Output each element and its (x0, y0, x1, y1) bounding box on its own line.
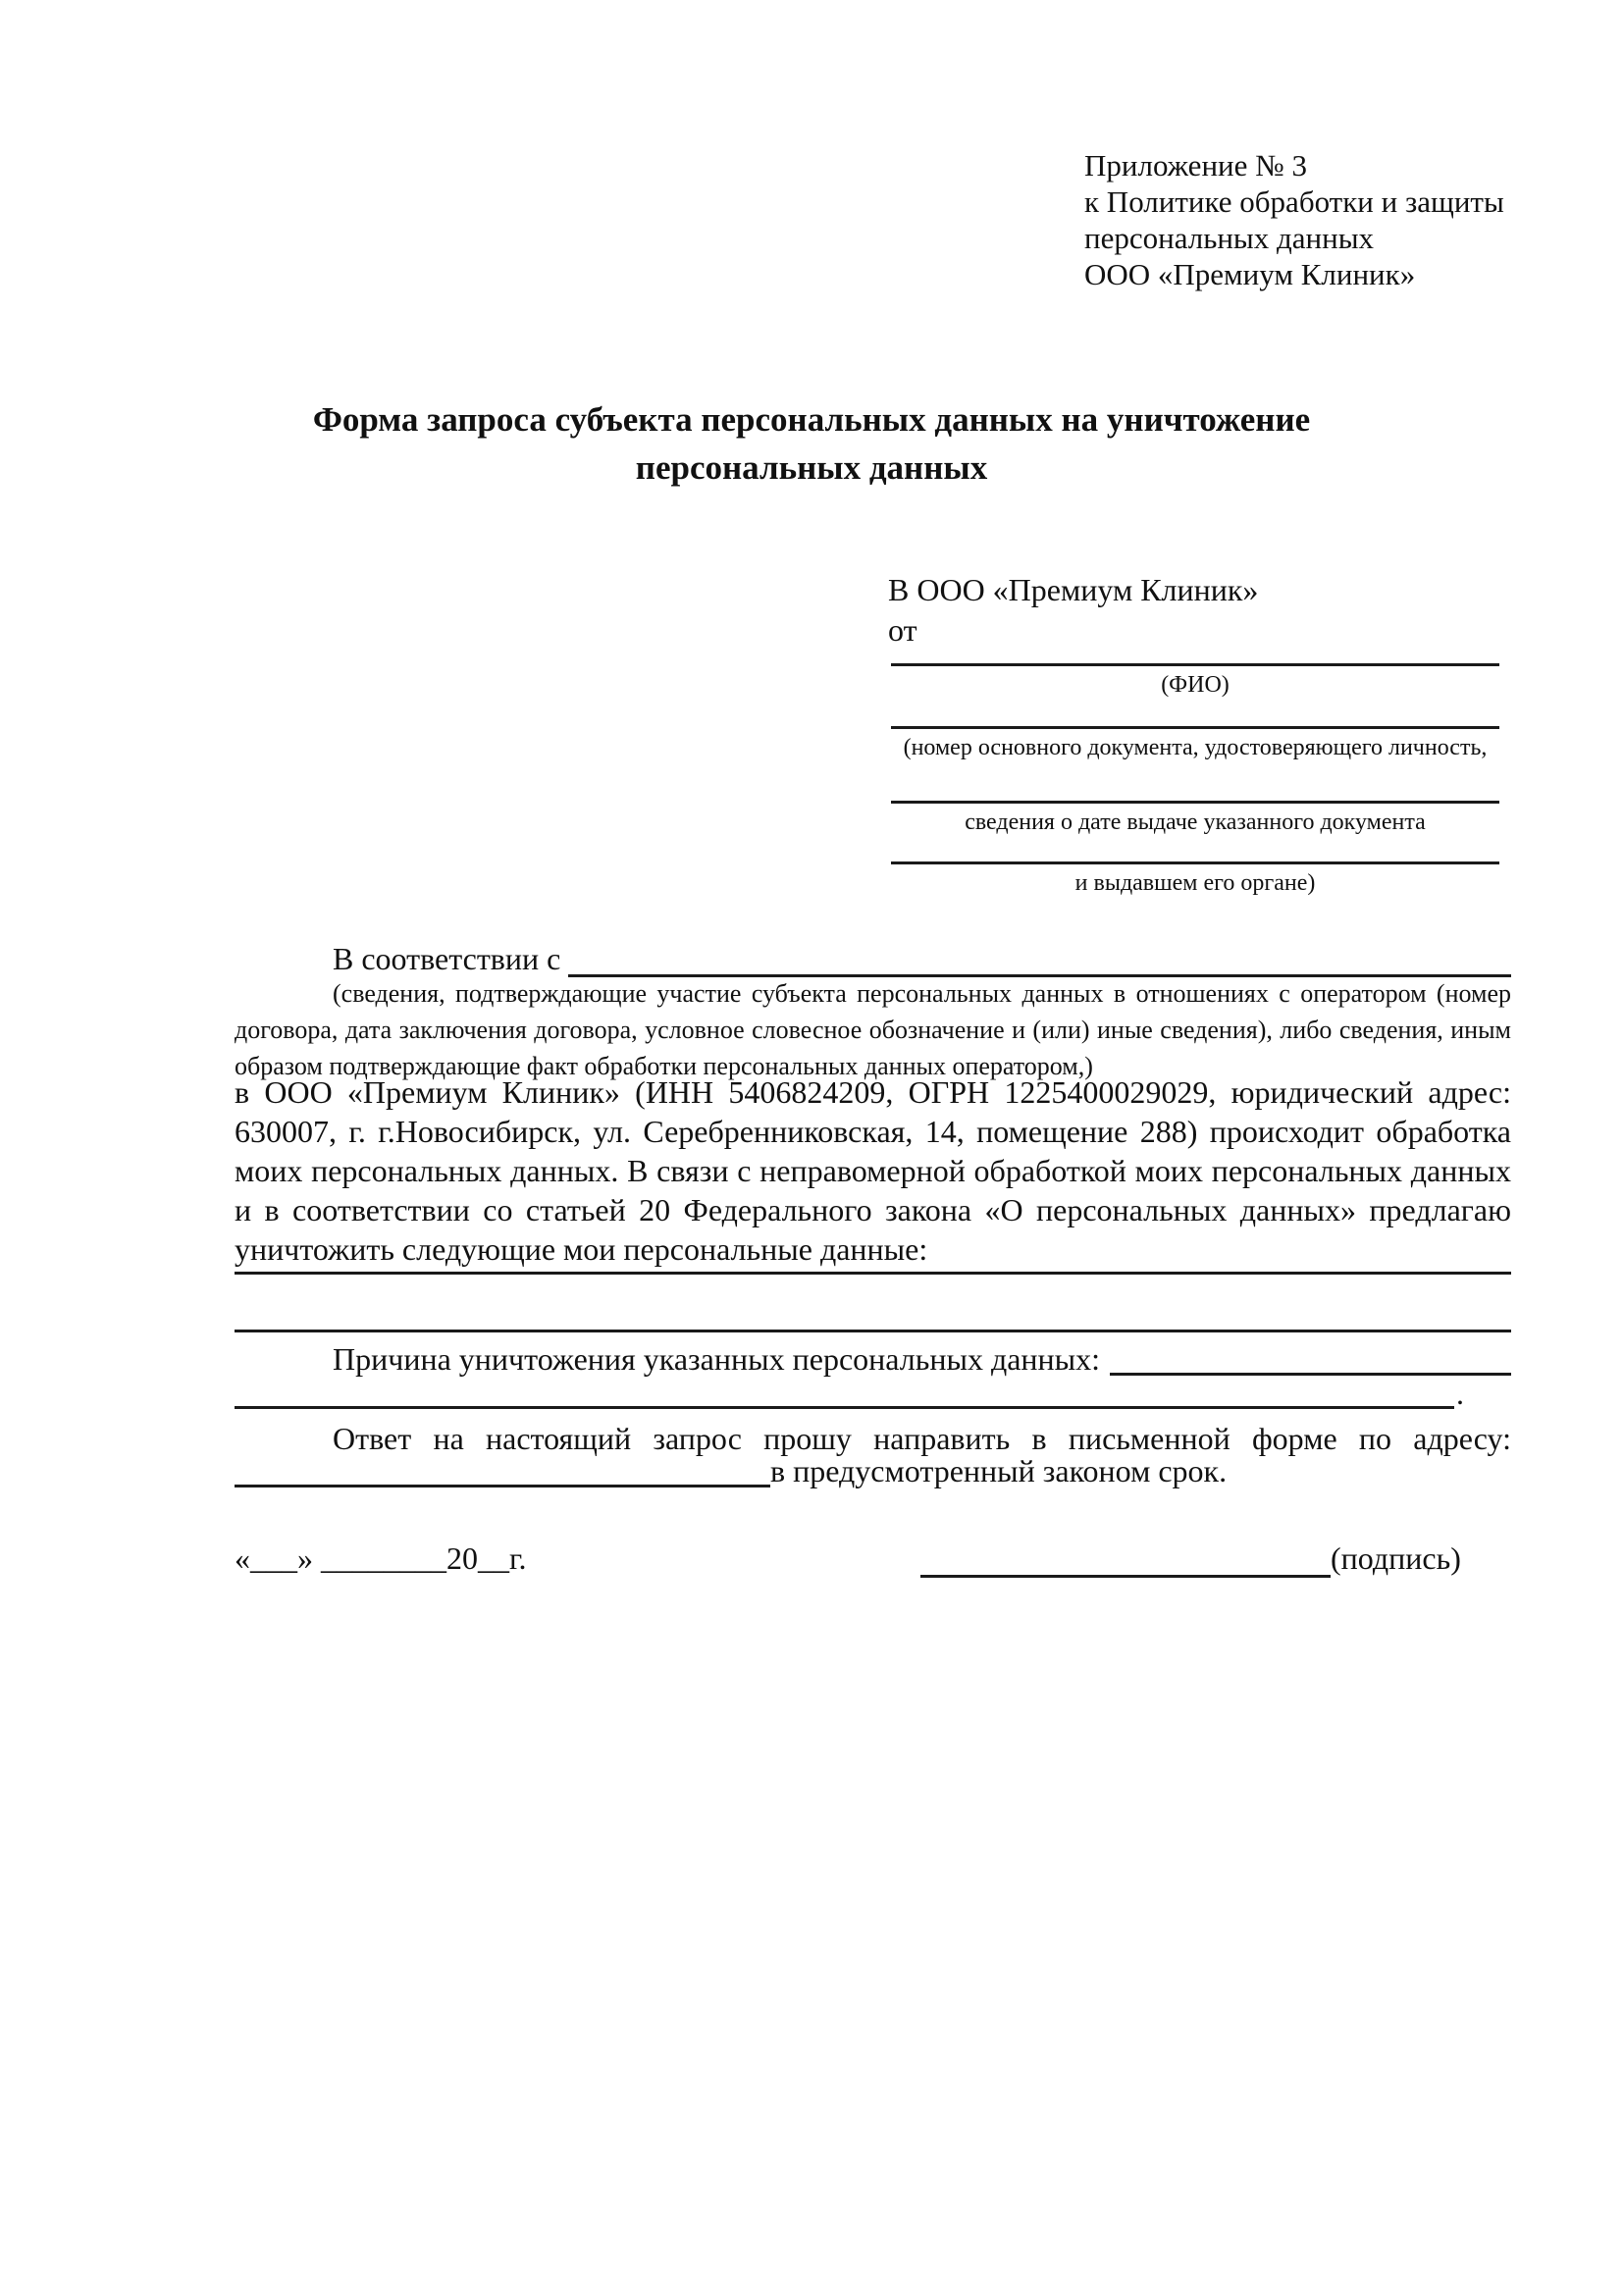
appendix-header-line: персональных данных (1084, 221, 1375, 255)
reason-row (235, 1342, 1511, 1376)
address-field-line (235, 1455, 770, 1487)
personal-data-blank-line-1 (235, 1272, 1511, 1275)
form-title-line: Форма запроса субъекта персональных данных на уничтожение (312, 400, 1311, 439)
fio-field-line (891, 663, 1499, 666)
form-title (174, 395, 1449, 492)
response-request: Ответ на настоящий запрос прошу направить в письменной форме по адресу: (333, 1421, 1511, 1456)
fio-field-caption: (ФИО) (1161, 672, 1230, 698)
signature-caption: (подпись) (1331, 1540, 1461, 1576)
reason-label: Причина уничтожения указанных персональных данных: (333, 1341, 1101, 1377)
issue-date-field-caption: сведения о дате выдаче указанного документа (965, 809, 1426, 835)
appendix-header-line: Приложение № 3 (1084, 148, 1307, 183)
reason-field-line-2 (235, 1379, 1454, 1409)
accordance-fine-print: (сведения, подтверждающие участие субъекта персональных данных в отношениях с оператором (номер договора, дата заключения договора, условное словесное обозначение и (или) иные сведения), либо сведения, иным образом подтверждающие факт обработки персональных данных оператором,) (235, 979, 1511, 1080)
document-number-field-caption: (номер основного документа, удостоверяющего личность, (903, 735, 1488, 760)
accordance-row (235, 940, 1511, 977)
issuing-authority-field-caption: и выдавшем его органе) (1074, 870, 1316, 896)
personal-data-blank-line-2 (235, 1330, 1511, 1332)
issuing-authority-field-line (891, 861, 1499, 864)
reason-continuation-row (235, 1378, 1511, 1409)
appendix-header-line: ООО «Премиум Клиник» (1084, 257, 1416, 291)
reason-field-line (1110, 1343, 1511, 1376)
appendix-header-line: к Политике обработки и защиты (1084, 184, 1504, 219)
form-title-line: персональных данных (635, 448, 988, 487)
accordance-field-line (568, 941, 1511, 977)
accordance-lead: В соответствии с (333, 941, 561, 976)
from-label: от (888, 612, 917, 648)
response-address-row (235, 1454, 1511, 1487)
date-field: «___» ________20__г. (235, 1540, 527, 1576)
issue-date-field-line (891, 801, 1499, 804)
signature-field-line (920, 1539, 1331, 1578)
signature-row (920, 1539, 1461, 1578)
appendix-header (1084, 147, 1504, 292)
request-body: в ООО «Премиум Клиник» (ИНН 5406824209, ОГРН 1225400029029, юридический адрес: 630007, г. г.Новосибирск, ул. Серебренниковская, 14, помещение 288) происходит обработка моих персональных данных. В связи с неправомерной обработкой моих персональных данных и в соответствии со статьей 20 Федерального закона «О персональных данных» предлагаю уничтожить следующие мои персональные данные: (235, 1074, 1511, 1267)
addressee-org: В ООО «Премиум Клиник» (888, 572, 1259, 607)
response-suffix: в предусмотренный законом срок. (770, 1453, 1228, 1488)
document-number-field-line (891, 726, 1499, 729)
reason-line-period: . (1456, 1376, 1464, 1411)
